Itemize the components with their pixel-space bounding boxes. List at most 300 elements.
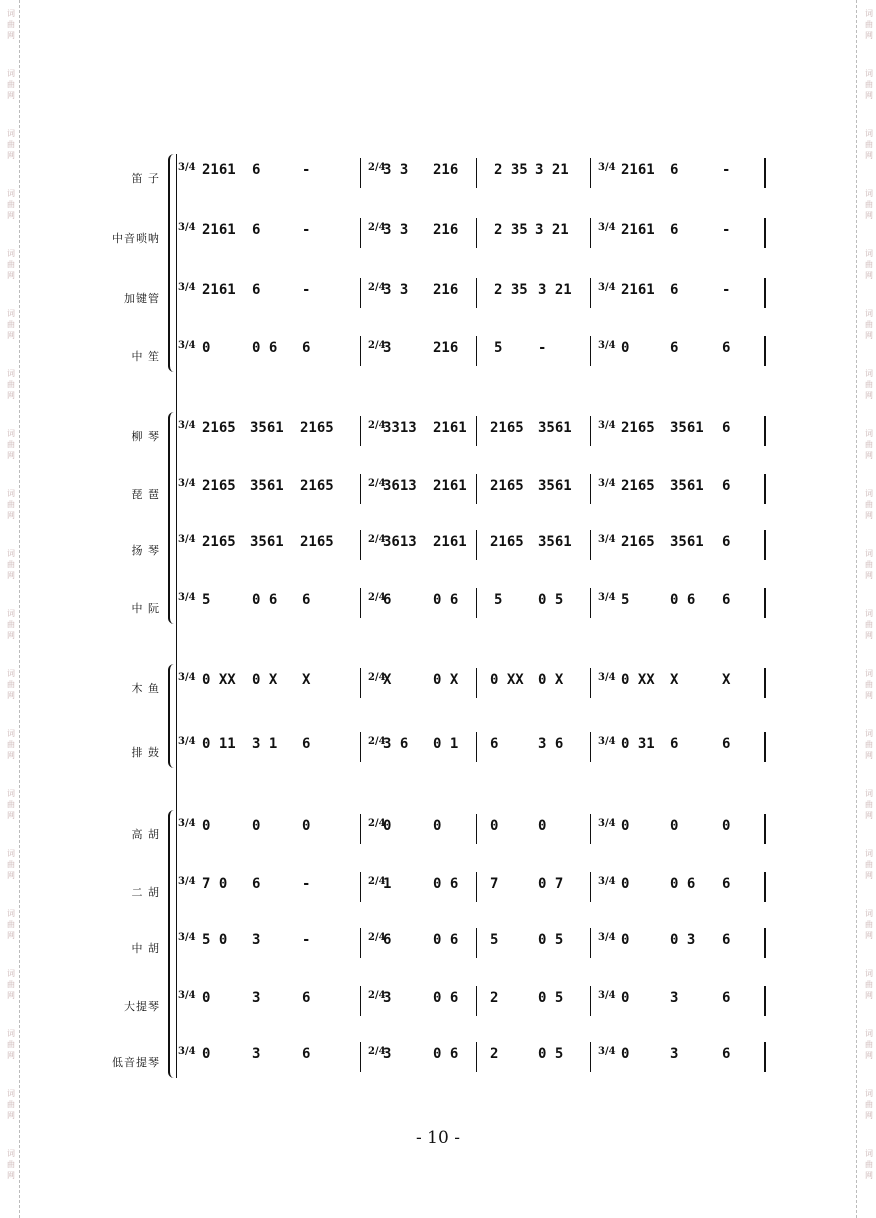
note-cell: 216 bbox=[433, 282, 459, 298]
note-cell: 5 bbox=[494, 592, 503, 608]
note-cell: 1 bbox=[383, 876, 392, 892]
bar-line bbox=[360, 218, 361, 248]
note-cell: 2165 bbox=[202, 534, 236, 550]
note-cell: X bbox=[670, 672, 679, 688]
note-cell: X bbox=[383, 672, 392, 688]
bar-line bbox=[360, 986, 361, 1016]
end-bar-line bbox=[764, 732, 766, 762]
time-signature: 3/4 bbox=[178, 1046, 196, 1057]
note-cell: 0 X bbox=[538, 672, 564, 688]
time-signature: 3/4 bbox=[598, 340, 616, 351]
note-cell: - bbox=[302, 282, 311, 298]
bar-line bbox=[590, 732, 591, 762]
note-cell: 6 bbox=[670, 162, 679, 178]
watermark-text: 词 曲 网 bbox=[865, 609, 873, 640]
bar-line bbox=[360, 416, 361, 446]
note-cell: 6 bbox=[490, 736, 499, 752]
instrument-label: 扬 琴 bbox=[131, 544, 160, 557]
note-cell: 6 bbox=[722, 340, 731, 356]
time-signature: 3/4 bbox=[598, 990, 616, 1001]
note-cell: 216 bbox=[433, 340, 459, 356]
note-cell: 3 21 bbox=[535, 222, 569, 238]
bar-line bbox=[360, 732, 361, 762]
staff-paigu bbox=[0, 734, 876, 774]
note-cell: 6 bbox=[302, 592, 311, 608]
watermark-text: 词 曲 网 bbox=[865, 969, 873, 1000]
instrument-label: 大提琴 bbox=[124, 1000, 160, 1013]
note-cell: 2161 bbox=[202, 222, 236, 238]
time-signature: 3/4 bbox=[178, 534, 196, 545]
bar-line bbox=[590, 416, 591, 446]
bar-line bbox=[360, 872, 361, 902]
note-cell: 0 bbox=[383, 818, 392, 834]
note-cell: 7 bbox=[490, 876, 499, 892]
note-cell: 6 bbox=[252, 222, 261, 238]
note-cell: 0 bbox=[252, 818, 261, 834]
bar-line bbox=[476, 158, 477, 188]
watermark-text: 词 曲 网 bbox=[7, 489, 15, 520]
staff-yangqin bbox=[0, 532, 876, 572]
watermark-text: 词 曲 网 bbox=[865, 249, 873, 280]
watermark-text: 词 曲 网 bbox=[865, 189, 873, 220]
bar-line bbox=[360, 814, 361, 844]
staff-erhu bbox=[0, 874, 876, 914]
time-signature: 2/4 bbox=[368, 818, 386, 829]
note-cell: 2 bbox=[490, 990, 499, 1006]
time-signature: 2/4 bbox=[368, 1046, 386, 1057]
note-cell: 2165 bbox=[621, 420, 655, 436]
note-cell: 3313 bbox=[383, 420, 417, 436]
instrument-label: 排 鼓 bbox=[131, 746, 160, 759]
note-cell: 5 bbox=[621, 592, 630, 608]
watermark-text: 词 曲 网 bbox=[7, 309, 15, 340]
note-cell: 3561 bbox=[250, 420, 284, 436]
note-cell: 0 5 bbox=[538, 1046, 564, 1062]
time-signature: 3/4 bbox=[598, 534, 616, 545]
note-cell: 216 bbox=[433, 162, 459, 178]
bar-line bbox=[360, 530, 361, 560]
note-cell: 0 bbox=[670, 818, 679, 834]
note-cell: 0 1 bbox=[433, 736, 459, 752]
bar-line bbox=[476, 732, 477, 762]
bar-line bbox=[590, 530, 591, 560]
end-bar-line bbox=[764, 158, 766, 188]
note-cell: X bbox=[302, 672, 311, 688]
bar-line bbox=[590, 218, 591, 248]
note-cell: 2161 bbox=[202, 282, 236, 298]
note-cell: 3 bbox=[670, 1046, 679, 1062]
watermark-text: 词 曲 网 bbox=[865, 789, 873, 820]
note-cell: - bbox=[722, 222, 731, 238]
note-cell: 3 3 bbox=[383, 162, 409, 178]
note-cell: 3 6 bbox=[538, 736, 564, 752]
instrument-label: 中 阮 bbox=[131, 602, 160, 615]
note-cell: - bbox=[302, 162, 311, 178]
time-signature: 3/4 bbox=[178, 222, 196, 233]
note-cell: 0 bbox=[621, 340, 630, 356]
note-cell: 0 bbox=[202, 340, 211, 356]
instrument-label: 木 鱼 bbox=[131, 682, 160, 695]
note-cell: 2165 bbox=[490, 420, 524, 436]
watermark-text: 词 曲 网 bbox=[7, 189, 15, 220]
time-signature: 3/4 bbox=[178, 340, 196, 351]
note-cell: 0 3 bbox=[670, 932, 696, 948]
note-cell: 6 bbox=[302, 736, 311, 752]
bar-line bbox=[360, 928, 361, 958]
instrument-label: 低音提琴 bbox=[112, 1056, 160, 1069]
end-bar-line bbox=[764, 530, 766, 560]
time-signature: 2/4 bbox=[368, 340, 386, 351]
note-cell: 6 bbox=[302, 1046, 311, 1062]
time-signature: 3/4 bbox=[178, 932, 196, 943]
note-cell: 0 5 bbox=[538, 990, 564, 1006]
note-cell: 3561 bbox=[670, 534, 704, 550]
note-cell: 3561 bbox=[250, 534, 284, 550]
note-cell: 2161 bbox=[621, 162, 655, 178]
note-cell: 0 X bbox=[433, 672, 459, 688]
time-signature: 2/4 bbox=[368, 282, 386, 293]
note-cell: 3 21 bbox=[535, 162, 569, 178]
time-signature: 2/4 bbox=[368, 534, 386, 545]
bar-line bbox=[476, 218, 477, 248]
time-signature: 2/4 bbox=[368, 990, 386, 1001]
note-cell: 2165 bbox=[621, 534, 655, 550]
time-signature: 3/4 bbox=[178, 592, 196, 603]
note-cell: - bbox=[302, 876, 311, 892]
note-cell: 0 bbox=[302, 818, 311, 834]
note-cell: 2161 bbox=[202, 162, 236, 178]
note-cell: 0 6 bbox=[433, 592, 459, 608]
time-signature: 3/4 bbox=[178, 420, 196, 431]
note-cell: 3 6 bbox=[383, 736, 409, 752]
note-cell: - bbox=[722, 162, 731, 178]
time-signature: 2/4 bbox=[368, 420, 386, 431]
note-cell: 0 31 bbox=[621, 736, 655, 752]
bar-line bbox=[590, 928, 591, 958]
watermark-text: 词 曲 网 bbox=[865, 909, 873, 940]
watermark-text: 词 曲 网 bbox=[7, 849, 15, 880]
note-cell: 2165 bbox=[202, 420, 236, 436]
note-cell: 0 bbox=[621, 1046, 630, 1062]
note-cell: 3561 bbox=[538, 478, 572, 494]
note-cell: 2161 bbox=[621, 222, 655, 238]
note-cell: 6 bbox=[722, 736, 731, 752]
note-cell: 0 XX bbox=[202, 672, 236, 688]
note-cell: 3 bbox=[252, 990, 261, 1006]
note-cell: 7 0 bbox=[202, 876, 228, 892]
note-cell: 3561 bbox=[250, 478, 284, 494]
staff-dizi bbox=[0, 160, 876, 200]
bar-line bbox=[360, 474, 361, 504]
note-cell: 3 bbox=[252, 1046, 261, 1062]
watermark-text: 词 曲 网 bbox=[865, 1089, 873, 1120]
section-brace bbox=[168, 664, 176, 768]
note-cell: 6 bbox=[383, 592, 392, 608]
time-signature: 2/4 bbox=[368, 932, 386, 943]
end-bar-line bbox=[764, 218, 766, 248]
staff-diyintiqin bbox=[0, 1044, 876, 1084]
note-cell: 3 bbox=[383, 990, 392, 1006]
note-cell: 0 bbox=[202, 818, 211, 834]
time-signature: 3/4 bbox=[598, 932, 616, 943]
bar-line bbox=[590, 986, 591, 1016]
note-cell: 2165 bbox=[490, 478, 524, 494]
note-cell: 6 bbox=[383, 932, 392, 948]
watermark-text: 词 曲 网 bbox=[865, 129, 873, 160]
end-bar-line bbox=[764, 474, 766, 504]
time-signature: 3/4 bbox=[178, 876, 196, 887]
note-cell: 0 6 bbox=[433, 932, 459, 948]
bar-line bbox=[476, 588, 477, 618]
note-cell: 3561 bbox=[670, 478, 704, 494]
time-signature: 3/4 bbox=[598, 1046, 616, 1057]
time-signature: 3/4 bbox=[598, 162, 616, 173]
note-cell: 3561 bbox=[670, 420, 704, 436]
note-cell: 0 bbox=[621, 990, 630, 1006]
instrument-label: 高 胡 bbox=[131, 828, 160, 841]
note-cell: 3 bbox=[670, 990, 679, 1006]
watermark-text: 词 曲 网 bbox=[7, 909, 15, 940]
note-cell: 2161 bbox=[433, 478, 467, 494]
watermark-text: 词 曲 网 bbox=[7, 549, 15, 580]
note-cell: 3 bbox=[252, 932, 261, 948]
note-cell: 0 6 bbox=[252, 592, 278, 608]
section-brace bbox=[168, 810, 176, 1078]
watermark-text: 词 曲 网 bbox=[7, 609, 15, 640]
instrument-label: 柳 琴 bbox=[131, 430, 160, 443]
note-cell: 0 6 bbox=[670, 876, 696, 892]
watermark-text: 词 曲 网 bbox=[865, 489, 873, 520]
note-cell: 0 bbox=[722, 818, 731, 834]
note-cell: 0 XX bbox=[621, 672, 655, 688]
end-bar-line bbox=[764, 1042, 766, 1072]
note-cell: 6 bbox=[722, 876, 731, 892]
note-cell: 6 bbox=[722, 478, 731, 494]
watermark-text: 词 曲 网 bbox=[865, 729, 873, 760]
note-cell: 0 X bbox=[252, 672, 278, 688]
bar-line bbox=[590, 336, 591, 366]
page-number: - 10 - bbox=[416, 1128, 460, 1148]
watermark-text: 词 曲 网 bbox=[865, 369, 873, 400]
time-signature: 2/4 bbox=[368, 592, 386, 603]
staff-jiajianguan bbox=[0, 280, 876, 320]
note-cell: 3 bbox=[383, 340, 392, 356]
staff-gaohu bbox=[0, 816, 876, 856]
note-cell: 2165 bbox=[300, 534, 334, 550]
note-cell: 0 XX bbox=[490, 672, 524, 688]
time-signature: 3/4 bbox=[598, 672, 616, 683]
note-cell: 0 11 bbox=[202, 736, 236, 752]
bar-line bbox=[476, 668, 477, 698]
bar-line bbox=[360, 336, 361, 366]
note-cell: 0 bbox=[621, 932, 630, 948]
bar-line bbox=[360, 1042, 361, 1072]
time-signature: 2/4 bbox=[368, 736, 386, 747]
watermark-text: 词 曲 网 bbox=[7, 69, 15, 100]
note-cell: X bbox=[722, 672, 731, 688]
staff-muyu bbox=[0, 670, 876, 710]
end-bar-line bbox=[764, 416, 766, 446]
time-signature: 3/4 bbox=[178, 736, 196, 747]
note-cell: 6 bbox=[670, 222, 679, 238]
time-signature: 3/4 bbox=[598, 478, 616, 489]
note-cell: 6 bbox=[670, 736, 679, 752]
note-cell: 3 1 bbox=[252, 736, 278, 752]
watermark-text: 词 曲 网 bbox=[865, 429, 873, 460]
time-signature: 2/4 bbox=[368, 876, 386, 887]
bar-line bbox=[476, 872, 477, 902]
note-cell: 6 bbox=[722, 932, 731, 948]
watermark-text: 词 曲 网 bbox=[7, 1029, 15, 1060]
bar-line bbox=[476, 416, 477, 446]
time-signature: 3/4 bbox=[598, 818, 616, 829]
staff-zhongsheng bbox=[0, 338, 876, 378]
time-signature: 3/4 bbox=[178, 162, 196, 173]
system-line bbox=[176, 154, 177, 1078]
note-cell: 6 bbox=[302, 340, 311, 356]
note-cell: 3561 bbox=[538, 420, 572, 436]
note-cell: 6 bbox=[722, 1046, 731, 1062]
watermark-text: 词 曲 网 bbox=[7, 669, 15, 700]
note-cell: 0 bbox=[621, 876, 630, 892]
bar-line bbox=[590, 474, 591, 504]
note-cell: 0 5 bbox=[538, 592, 564, 608]
note-cell: 3 bbox=[383, 1046, 392, 1062]
note-cell: 3561 bbox=[538, 534, 572, 550]
note-cell: 6 bbox=[722, 420, 731, 436]
time-signature: 2/4 bbox=[368, 478, 386, 489]
note-cell: 0 bbox=[433, 818, 442, 834]
note-cell: 0 bbox=[202, 1046, 211, 1062]
note-cell: 6 bbox=[722, 592, 731, 608]
bar-line bbox=[476, 278, 477, 308]
note-cell: 2165 bbox=[202, 478, 236, 494]
end-bar-line bbox=[764, 928, 766, 958]
bar-line bbox=[476, 814, 477, 844]
time-signature: 3/4 bbox=[598, 282, 616, 293]
bar-line bbox=[590, 278, 591, 308]
note-cell: 0 bbox=[202, 990, 211, 1006]
watermark-text: 词 曲 网 bbox=[7, 249, 15, 280]
note-cell: 6 bbox=[302, 990, 311, 1006]
time-signature: 2/4 bbox=[368, 162, 386, 173]
bar-line bbox=[360, 158, 361, 188]
watermark-text: 词 曲 网 bbox=[7, 1089, 15, 1120]
note-cell: 0 6 bbox=[433, 990, 459, 1006]
note-cell: 2165 bbox=[621, 478, 655, 494]
staff-zhonghu bbox=[0, 930, 876, 970]
bar-line bbox=[590, 814, 591, 844]
bar-line bbox=[590, 1042, 591, 1072]
note-cell: - bbox=[302, 932, 311, 948]
bar-line bbox=[360, 278, 361, 308]
watermark-text: 词 曲 网 bbox=[865, 309, 873, 340]
watermark-text: 词 曲 网 bbox=[7, 969, 15, 1000]
bar-line bbox=[476, 928, 477, 958]
note-cell: 5 bbox=[490, 932, 499, 948]
watermark-text: 词 曲 网 bbox=[865, 849, 873, 880]
watermark-text: 词 曲 网 bbox=[7, 789, 15, 820]
note-cell: 6 bbox=[252, 876, 261, 892]
end-bar-line bbox=[764, 336, 766, 366]
note-cell: 3613 bbox=[383, 534, 417, 550]
note-cell: 0 5 bbox=[538, 932, 564, 948]
note-cell: 2165 bbox=[300, 420, 334, 436]
end-bar-line bbox=[764, 668, 766, 698]
note-cell: 2165 bbox=[490, 534, 524, 550]
note-cell: 3613 bbox=[383, 478, 417, 494]
note-cell: 2161 bbox=[621, 282, 655, 298]
time-signature: 2/4 bbox=[368, 672, 386, 683]
instrument-label: 二 胡 bbox=[131, 886, 160, 899]
time-signature: 3/4 bbox=[178, 478, 196, 489]
note-cell: 2161 bbox=[433, 534, 467, 550]
instrument-label: 中 胡 bbox=[131, 942, 160, 955]
note-cell: 2165 bbox=[300, 478, 334, 494]
note-cell: 5 0 bbox=[202, 932, 228, 948]
note-cell: 0 6 bbox=[433, 1046, 459, 1062]
note-cell: 0 6 bbox=[252, 340, 278, 356]
staff-pipa bbox=[0, 476, 876, 516]
instrument-label: 中 笙 bbox=[131, 350, 160, 363]
staff-zhongruan bbox=[0, 590, 876, 630]
bar-line bbox=[476, 986, 477, 1016]
note-cell: 6 bbox=[722, 990, 731, 1006]
note-cell: - bbox=[538, 340, 547, 356]
note-cell: - bbox=[722, 282, 731, 298]
bar-line bbox=[590, 588, 591, 618]
bar-line bbox=[590, 158, 591, 188]
watermark-text: 词 曲 网 bbox=[7, 1149, 15, 1180]
watermark-text: 词 曲 网 bbox=[7, 429, 15, 460]
watermark-text: 词 曲 网 bbox=[865, 1029, 873, 1060]
note-cell: 5 bbox=[202, 592, 211, 608]
note-cell: 6 bbox=[670, 282, 679, 298]
end-bar-line bbox=[764, 986, 766, 1016]
bar-line bbox=[590, 668, 591, 698]
watermark-text: 词 曲 网 bbox=[7, 9, 15, 40]
note-cell: 0 6 bbox=[433, 876, 459, 892]
note-cell: 2161 bbox=[433, 420, 467, 436]
bar-line bbox=[476, 1042, 477, 1072]
bar-line bbox=[590, 872, 591, 902]
note-cell: 3 21 bbox=[538, 282, 572, 298]
staff-datiqin bbox=[0, 988, 876, 1028]
watermark-text: 词 曲 网 bbox=[7, 129, 15, 160]
note-cell: 6 bbox=[252, 282, 261, 298]
time-signature: 3/4 bbox=[598, 736, 616, 747]
bar-line bbox=[360, 588, 361, 618]
time-signature: 3/4 bbox=[178, 282, 196, 293]
instrument-label: 琵 琶 bbox=[131, 488, 160, 501]
time-signature: 3/4 bbox=[598, 876, 616, 887]
bar-line bbox=[476, 474, 477, 504]
staff-liuqin bbox=[0, 418, 876, 458]
note-cell: 0 6 bbox=[670, 592, 696, 608]
note-cell: 216 bbox=[433, 222, 459, 238]
watermark-text: 词 曲 网 bbox=[865, 549, 873, 580]
bar-line bbox=[360, 668, 361, 698]
note-cell: 0 bbox=[538, 818, 547, 834]
time-signature: 3/4 bbox=[598, 222, 616, 233]
watermark-text: 词 曲 网 bbox=[865, 9, 873, 40]
note-cell: 0 bbox=[621, 818, 630, 834]
note-cell: 0 7 bbox=[538, 876, 564, 892]
note-cell: 3 3 bbox=[383, 282, 409, 298]
watermark-text: 词 曲 网 bbox=[7, 369, 15, 400]
bar-line bbox=[476, 530, 477, 560]
time-signature: 2/4 bbox=[368, 222, 386, 233]
